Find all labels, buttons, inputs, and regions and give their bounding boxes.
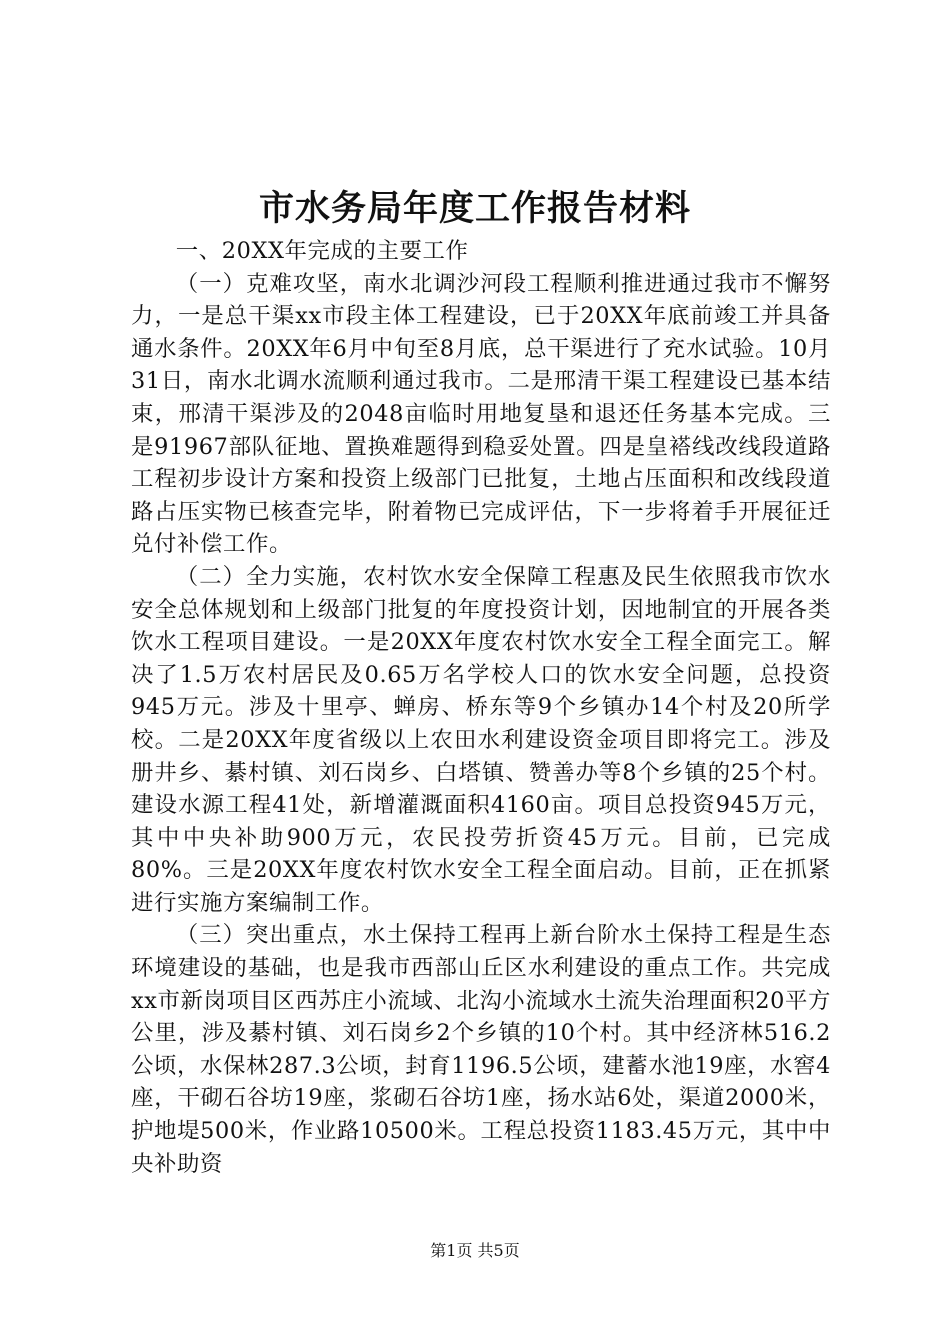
- page-footer: 第1页 共5页: [430, 1241, 520, 1260]
- document-title: 市水务局年度工作报告材料: [258, 188, 691, 229]
- paragraph-3: （三）突出重点，水土保持工程再上新台阶水土保持工程是生态环境建设的基础，也是我市西部山丘区水利建设的重点工作。共完成xx市新岗项目区西苏庄小流域、北沟小流域水土流失治理面积20平方公里，涉及綦村镇、刘石岗乡2个乡镇的10个村。其中经济林516.2公顷，水保林287.3公顷，封育1196.5公顷，建蓄水池19座，水窖4座，干砌石谷坊19座，浆砌石谷坊1座，扬水站6处，渠道2000米，护地堤500米，作业路10500米。工程总投资1183.45万元，其中中央补助资: [131, 922, 831, 1177]
- document-body: [131, 235, 831, 1180]
- paragraph-1: （一）克难攻坚，南水北调沙河段工程顺利推进通过我市不懈努力，一是总干渠xx市段主体工程建设，已于20XX年底前竣工并具备通水条件。20XX年6月中旬至8月底，总干渠进行了充水试验。10月31日，南水北调水流顺利通过我市。二是邢清干渠工程建设已基本结束，邢清干渠涉及的2048亩临时用地复垦和退还任务基本完成。三是91967部队征地、置换难题得到稳妥处置。四是皇褡线改线段道路工程初步设计方案和投资上级部门已批复，土地占压面积和改线段道路占压实物已核查完毕，附着物已完成评估，下一步将着手开展征迁兑付补偿工作。: [131, 270, 831, 558]
- section-heading: 一、20XX年完成的主要工作: [175, 238, 469, 264]
- paragraph-2: （二）全力实施，农村饮水安全保障工程惠及民生依照我市饮水安全总体规划和上级部门批复的年度投资计划，因地制宜的开展各类饮水工程项目建设。一是20XX年度农村饮水安全工程全面完工。解决了1.5万农村居民及0.65万名学校人口的饮水安全问题，总投资945万元。涉及十里亭、蝉房、桥东等9个乡镇办14个村及20所学校。二是20XX年度省级以上农田水利建设资金项目即将完工。涉及册井乡、綦村镇、刘石岗乡、白塔镇、赞善办等8个乡镇的25个村。建设水源工程41处，新增灌溉面积4160亩。项目总投资945万元，其中中央补助900万元，农民投劳折资45万元。目前，已完成80%。三是20XX年度农村饮水安全工程全面启动。目前，正在抓紧进行实施方案编制工作。: [131, 563, 831, 916]
